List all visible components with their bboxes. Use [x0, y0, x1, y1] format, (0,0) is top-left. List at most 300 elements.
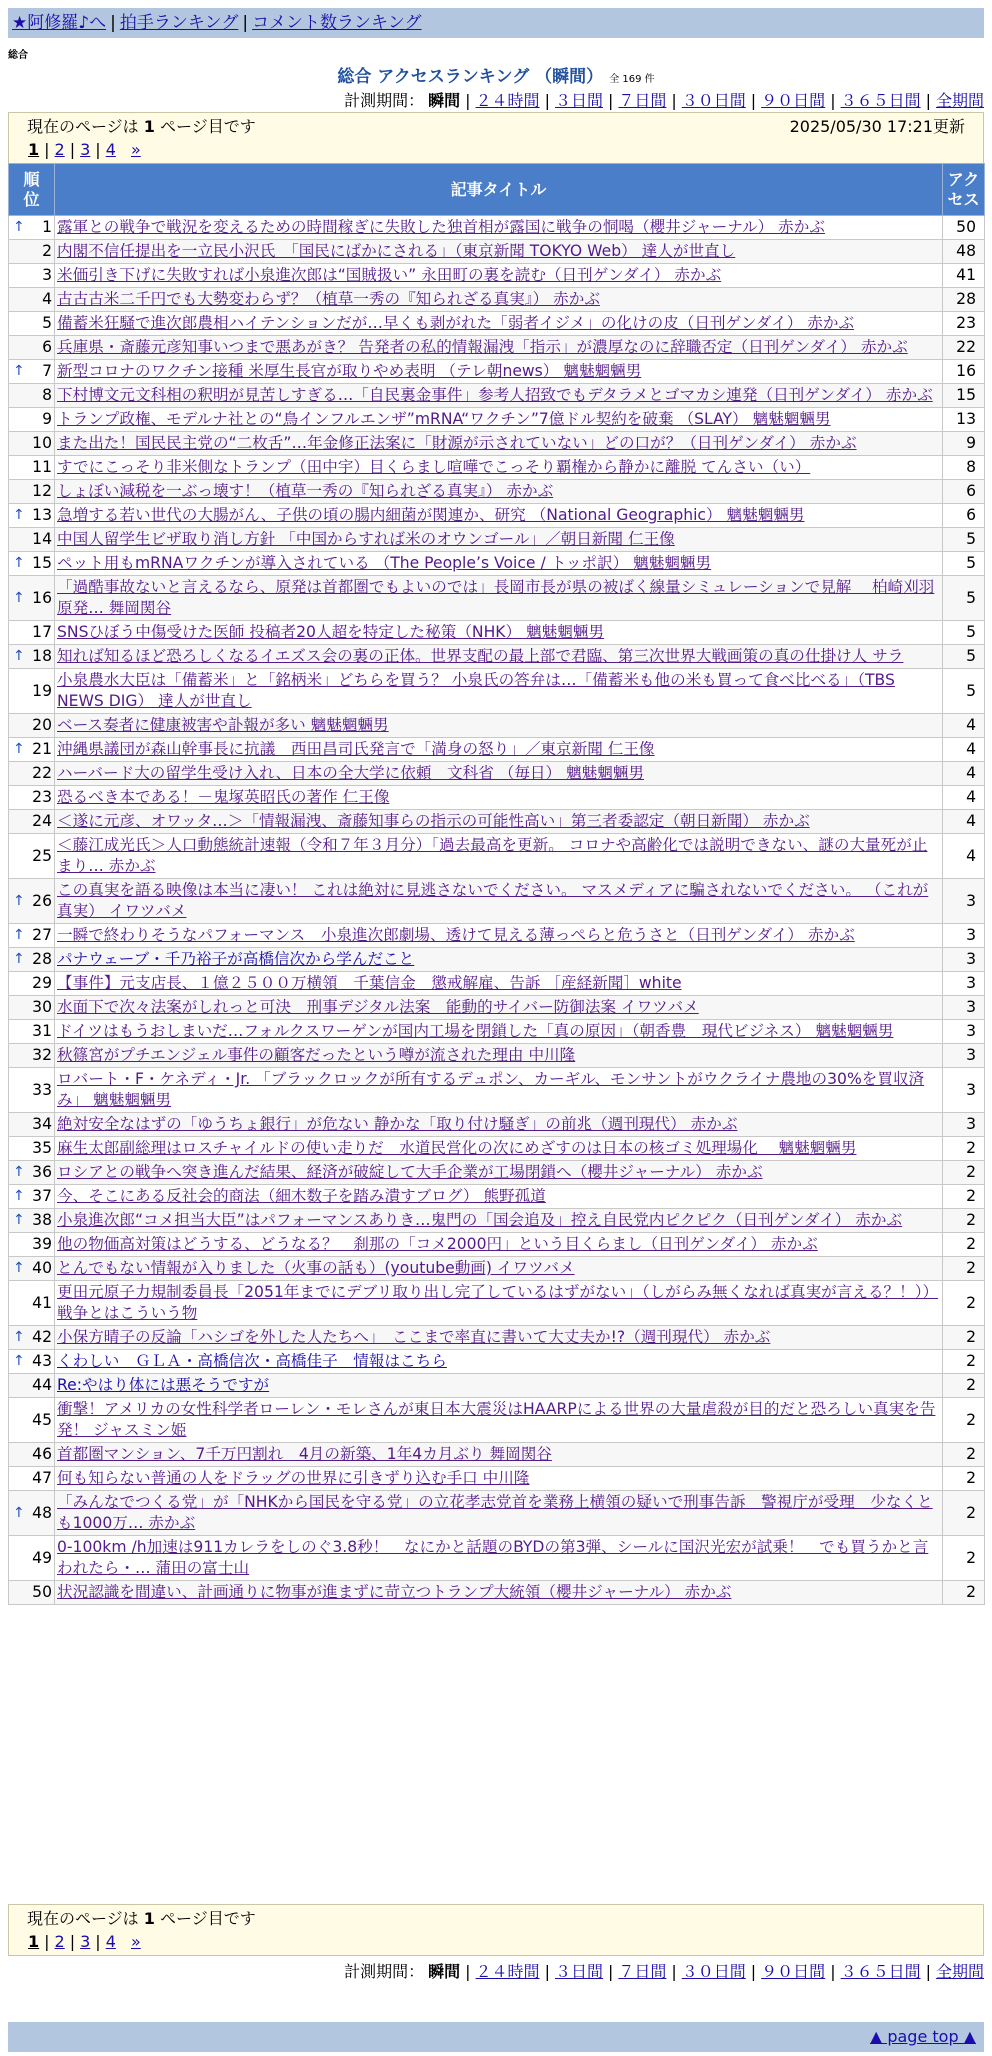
rank-cell: [9, 1491, 55, 1536]
article-link[interactable]: 今、そこにある反社会的商法（細木数子を踏み潰すブログ） 熊野孤道: [57, 1187, 546, 1205]
rank-cell: [9, 810, 55, 834]
period-option-4[interactable]: ９０日間: [761, 1962, 826, 1981]
period-separator: |: [607, 1962, 614, 1981]
page-separator: |: [44, 140, 50, 159]
access-count: 2: [943, 1209, 985, 1233]
access-count: 5: [943, 552, 985, 576]
period-option-6[interactable]: 全期間: [935, 91, 984, 110]
rank-cell: [9, 360, 55, 384]
clap-ranking-link[interactable]: 拍手ランキング: [119, 13, 239, 33]
period-separator: |: [750, 91, 757, 110]
article-link[interactable]: 備蓄米狂騒で進次郎農相ハイテンションだが…早くも剥がれた「弱者イジメ」の化けの皮（日刊ゲンダイ） 赤かぶ: [57, 314, 855, 332]
access-count: 5: [943, 669, 985, 714]
table-row: [9, 972, 985, 996]
title-cell: [55, 1161, 943, 1185]
rank-cell: [9, 456, 55, 480]
period-separator: |: [925, 91, 931, 110]
rank-up-arrow-icon: ↑: [13, 1164, 25, 1180]
rank-number: 29: [32, 974, 52, 992]
rank-cell: [9, 1209, 55, 1233]
access-count: 13: [943, 408, 985, 432]
article-link[interactable]: 水面下で次々法案がしれっと可決 刑事デジタル法案 能動的サイバー防御法案 イワツバメ: [57, 998, 699, 1016]
table-row: [9, 1536, 985, 1581]
rank-up-arrow-icon: ↑: [13, 951, 25, 967]
article-link[interactable]: 知れば知るほど恐ろしくなるイエズス会の裏の正体。世界支配の最上部で君臨、第三次世界大戦画策の真の仕掛け人 サラ: [57, 647, 904, 665]
table-row: [9, 456, 985, 480]
rank-cell: [9, 738, 55, 762]
page-title: [0, 62, 992, 87]
rank-number: 17: [32, 623, 52, 641]
article-link[interactable]: ベース奏者に健康被害や訃報が多い 魑魅魍魎男: [57, 716, 389, 734]
table-row: [9, 1233, 985, 1257]
access-count: 6: [943, 504, 985, 528]
rank-number: 1: [42, 218, 52, 236]
table-row: [9, 384, 985, 408]
table-row: [9, 1281, 985, 1326]
rank-cell: [9, 504, 55, 528]
table-row: [9, 1185, 985, 1209]
title-cell: [55, 924, 943, 948]
table-row: [9, 834, 985, 879]
rank-cell: [9, 528, 55, 552]
table-row: [9, 1443, 985, 1467]
access-count: 5: [943, 645, 985, 669]
page-separator: |: [95, 140, 101, 159]
rank-number: 38: [32, 1211, 52, 1229]
rank-cell: [9, 879, 55, 924]
access-count: 4: [943, 810, 985, 834]
page-link-3[interactable]: 3: [80, 140, 91, 159]
title-cell: [55, 504, 943, 528]
article-link[interactable]: 麻生太郎副総理はロスチャイルドの使い走りだ 水道民営化の次にめざすのは日本の核ゴミ処理場化 魑魅魍魎男: [57, 1139, 857, 1157]
article-link[interactable]: すでにこっそり非米側なトランプ（田中宇）目くらまし喧嘩でこっそり覇権から静かに離脱 てんさい（い）: [57, 458, 811, 476]
article-link[interactable]: 露軍との戦争で戦況を変えるための時間稼ぎに失敗した独首相が露国に戦争の恫喝（櫻井ジャーナル） 赤かぶ: [57, 218, 825, 236]
title-cell: [55, 996, 943, 1020]
page-separator-space: [121, 1932, 126, 1951]
access-count: 5: [943, 528, 985, 552]
access-count: 8: [943, 456, 985, 480]
article-link[interactable]: 絶対安全なはずの「ゆうちょ銀行」が危ない 静かな「取り付け騒ぎ」の前兆（週刊現代） 赤かぶ: [57, 1115, 738, 1133]
access-count: 2: [943, 1137, 985, 1161]
page-link-1[interactable]: 1: [28, 1932, 40, 1951]
period-option-2[interactable]: ７日間: [618, 1962, 667, 1981]
article-link[interactable]: 新型コロナのワクチン接種 米厚生長官が取りやめ表明 （テレ朝news） 魑魅魍魎男: [57, 362, 642, 380]
access-count: 2: [943, 1491, 985, 1536]
rank-number: 39: [32, 1235, 52, 1253]
table-row: [9, 1581, 985, 1605]
rank-number: 42: [32, 1328, 52, 1346]
page-separator: |: [44, 1932, 50, 1951]
table-row: [9, 1467, 985, 1491]
rank-cell: [9, 1281, 55, 1326]
page-links: [27, 1930, 965, 1953]
article-link[interactable]: しょぼい減税を一ぶっ壊す！（植草一秀の『知られざる真実』） 赤かぶ: [57, 482, 554, 500]
table-row: [9, 1113, 985, 1137]
rank-number: 11: [32, 458, 52, 476]
rank-cell: [9, 264, 55, 288]
rank-cell: [9, 288, 55, 312]
rank-up-arrow-icon: ↑: [13, 1504, 25, 1521]
table-row: [9, 1209, 985, 1233]
rank-cell: [9, 432, 55, 456]
table-row: [9, 1137, 985, 1161]
rank-number: 32: [32, 1046, 52, 1064]
rank-cell: [9, 1257, 55, 1281]
period-label: 計測期間：: [344, 1962, 425, 1981]
page-title-text: 総合 アクセスランキング （瞬間）: [337, 67, 604, 87]
table-row: [9, 408, 985, 432]
rank-number: 10: [32, 434, 52, 452]
rank-cell: [9, 714, 55, 738]
rank-number: 34: [32, 1115, 52, 1133]
period-separator: |: [671, 1962, 677, 1981]
rank-number: 31: [32, 1022, 52, 1040]
article-link[interactable]: また出た！国民民主党の“二枚舌”…年金修正法案に「財源が示されていない」どの口が？（日刊ゲンダイ） 赤かぶ: [57, 434, 857, 452]
article-link[interactable]: 兵庫県・斎藤元彦知事いつまで悪あがき？ 告発者の私的情報漏洩「指示」が濃厚なのに辞職否定（日刊ゲンダイ） 赤かぶ: [57, 338, 908, 356]
rank-up-arrow-icon: ↑: [13, 219, 25, 235]
title-cell: [55, 810, 943, 834]
article-link[interactable]: トランプ政権、モデルナ社との“鳥インフルエンザ”mRNA“ワクチン”7億ドル契約を破棄 （SLAY） 魑魅魍魎男: [57, 410, 831, 428]
title-cell: [55, 1185, 943, 1209]
rank-number: 15: [32, 554, 52, 572]
access-count: 3: [943, 1113, 985, 1137]
rank-number: 36: [32, 1163, 52, 1181]
next-page-link[interactable]: »: [130, 140, 141, 159]
rank-number: 30: [32, 998, 52, 1016]
article-link[interactable]: 急増する若い世代の大腸がん、子供の頃の腸内細菌が関連か、研究 （National Geographic） 魑魅魍魎男: [57, 506, 805, 524]
current-page-text: 現在のページは: [27, 117, 139, 136]
period-separator: |: [671, 91, 677, 110]
rank-cell: [9, 1443, 55, 1467]
rank-number: 3: [42, 266, 52, 284]
rank-cell: [9, 1137, 55, 1161]
rank-cell: [9, 1581, 55, 1605]
rank-number: 16: [32, 588, 52, 607]
access-count: 3: [943, 1044, 985, 1068]
article-link[interactable]: 恐るべき本である！－鬼塚英昭氏の著作 仁王像: [57, 788, 390, 806]
title-cell: [55, 645, 943, 669]
article-link[interactable]: 小保方晴子の反論「ハシゴを外した人たちへ」 ここまで率直に書いて大丈夫か!?（週刊現代） 赤かぶ: [57, 1328, 771, 1346]
rank-cell: [9, 1467, 55, 1491]
rank-up-arrow-icon: ↑: [13, 555, 25, 571]
table-row: [9, 645, 985, 669]
rank-number: 20: [32, 716, 52, 734]
period-option-1[interactable]: ３日間: [554, 91, 603, 110]
title-cell: [55, 1068, 943, 1113]
rank-cell: [9, 669, 55, 714]
title-cell: [55, 216, 943, 240]
rank-cell: [9, 972, 55, 996]
rank-number: 7: [42, 362, 52, 380]
rank-number: 46: [32, 1445, 52, 1463]
article-link[interactable]: 衝撃！アメリカの女性科学者ローレン・モレさんが東日本大震災はHAARPによる世界の大量虐殺が目的だと恐ろしい真実を告発！ ジャスミン姫: [57, 1400, 936, 1439]
page-link-4[interactable]: 4: [105, 1932, 116, 1951]
rank-number: 44: [32, 1376, 52, 1394]
page-top-link[interactable]: ▲ page top ▲: [869, 2027, 976, 2046]
period-separator: |: [465, 91, 471, 110]
page-link-3[interactable]: 3: [80, 1932, 91, 1951]
access-count: 2: [943, 1185, 985, 1209]
pager-top: [8, 112, 984, 164]
rank-number: 9: [42, 410, 52, 428]
article-link[interactable]: 小泉進次郎“コメ担当大臣”はパフォーマンスありき…鬼門の「国会追及」控え自民党内ピクピク（日刊ゲンダイ） 赤かぶ: [57, 1211, 903, 1229]
access-count: 3: [943, 996, 985, 1020]
rank-cell: [9, 1326, 55, 1350]
table-header-row: [9, 164, 985, 216]
access-count: 50: [943, 216, 985, 240]
rank-cell: [9, 1233, 55, 1257]
title-cell: [55, 288, 943, 312]
rank-cell: [9, 552, 55, 576]
access-count: 23: [943, 312, 985, 336]
rank-cell: [9, 834, 55, 879]
article-link[interactable]: 一瞬で終わりそうなパフォーマンス 小泉進次郎劇場、透けて見える薄っぺらと危うさと（日刊ゲンダイ） 赤かぶ: [57, 926, 855, 944]
access-count: 4: [943, 762, 985, 786]
period-current: 瞬間: [428, 91, 461, 110]
rank-number: 18: [32, 647, 52, 665]
rank-number: 33: [32, 1080, 52, 1099]
rank-number: 28: [32, 950, 52, 968]
period-current: 瞬間: [428, 1962, 461, 1981]
page-link-2[interactable]: 2: [54, 1932, 65, 1951]
access-count: 2: [943, 1233, 985, 1257]
rank-number: 25: [32, 846, 52, 865]
article-link[interactable]: ハーバード大の留学生受け入れ、日本の全大学に依頼 文科省 （毎日） 魑魅魍魎男: [57, 764, 645, 782]
article-link[interactable]: 古古古米二千円でも大勢変わらず？（植草一秀の『知られざる真実』） 赤かぶ: [57, 290, 600, 308]
rank-number: 2: [42, 242, 52, 260]
period-option-2[interactable]: ７日間: [618, 91, 667, 110]
table-row: [9, 621, 985, 645]
page-link-2[interactable]: 2: [54, 140, 65, 159]
period-selector-top: [344, 88, 984, 111]
article-link[interactable]: 【事件】元支店長、１億２５００万横領 千葉信金 懲戒解雇、告訴 ［産経新聞］white: [57, 974, 682, 992]
title-cell: [55, 1443, 943, 1467]
comment-ranking-link[interactable]: コメント数ランキング: [252, 13, 422, 33]
rank-cell: [9, 645, 55, 669]
rank-number: 40: [32, 1259, 52, 1277]
article-link[interactable]: 内閣不信任提出を一立民小沢氏 「国民にばかにされる」（東京新聞 TOKYO Web） 達人が世直し: [57, 242, 736, 260]
rank-cell: [9, 1161, 55, 1185]
article-link[interactable]: 「過酷事故ないと言えるなら、原発は首都圏でもよいのでは」長岡市長が県の被ばく線量シミュレーションで見解 柏崎刈羽原発… 舞岡関谷: [57, 578, 935, 617]
rank-cell: [9, 216, 55, 240]
rank-up-arrow-icon: ↑: [13, 1188, 25, 1204]
period-option-1[interactable]: ３日間: [554, 1962, 603, 1981]
rank-up-arrow-icon: ↑: [13, 1260, 25, 1276]
title-cell: [55, 1398, 943, 1443]
rank-cell: [9, 384, 55, 408]
rank-cell: [9, 1068, 55, 1113]
title-cell: [55, 336, 943, 360]
table-row: [9, 738, 985, 762]
header-rank: 順 位: [9, 164, 55, 216]
title-cell: [55, 1326, 943, 1350]
title-cell: [55, 1044, 943, 1068]
title-cell: [55, 240, 943, 264]
page-links: [27, 138, 965, 161]
article-link[interactable]: SNSひぼう中傷受けた医師 投稿者20人超を特定した秘策（NHK） 魑魅魍魎男: [57, 623, 605, 641]
table-row: [9, 528, 985, 552]
rank-cell: [9, 1350, 55, 1374]
rank-number: 35: [32, 1139, 52, 1157]
article-link[interactable]: とんでもない情報が入りました（火事の話も）(youtube動画) イワツバメ: [57, 1259, 575, 1277]
period-option-6[interactable]: 全期間: [935, 1962, 984, 1981]
table-row: [9, 1044, 985, 1068]
rank-cell: [9, 621, 55, 645]
article-link[interactable]: 「みんなでつくる党」が「NHKから国民を守る党」の立花孝志党首を業務上横領の疑いで刑事告訴 警視庁が受理 少なくとも1000万… 赤かぶ: [57, 1493, 933, 1532]
access-count: 3: [943, 879, 985, 924]
article-link[interactable]: 沖縄県議団が森山幹事長に抗議 西田昌司氏発言で「満身の怒り」／東京新聞 仁王像: [57, 740, 655, 758]
access-count: 2: [943, 1581, 985, 1605]
period-separator: |: [750, 1962, 757, 1981]
bottom-bar: [8, 2022, 984, 2052]
title-cell: [55, 948, 943, 972]
table-row: [9, 552, 985, 576]
period-option-5[interactable]: ３６５日間: [840, 91, 921, 110]
next-page-link[interactable]: »: [130, 1932, 141, 1951]
rank-number: 6: [42, 338, 52, 356]
title-cell: [55, 738, 943, 762]
current-page-number: 1: [143, 117, 155, 136]
access-count: 2: [943, 1443, 985, 1467]
rank-cell: [9, 924, 55, 948]
table-row: [9, 360, 985, 384]
header-title: 記事タイトル: [55, 164, 943, 216]
article-link[interactable]: 中国人留学生ビザ取り消し方針 「中国からすれば米のオウンゴール」／朝日新聞 仁王像: [57, 530, 675, 548]
rank-up-arrow-icon: ↑: [13, 363, 25, 379]
article-link[interactable]: ＜遂に元彦、オワッタ…＞「情報漏洩、斎藤知事らの指示の可能性高い」第三者委認定（朝日新聞） 赤かぶ: [57, 812, 810, 830]
table-row: [9, 924, 985, 948]
article-link[interactable]: ロバート・F・ケネディ・Jr. 「ブラックロックが所有するデュポン、カーギル、モンサントがウクライナ農地の30%を買収済み」 魑魅魍魎男: [57, 1070, 925, 1109]
home-link[interactable]: ★阿修羅♪へ: [12, 13, 107, 33]
table-row: [9, 1350, 985, 1374]
period-separator: |: [830, 1962, 836, 1981]
article-link[interactable]: くわしい ＧＬＡ・高橋信次・高橋佳子 情報はこちら: [57, 1352, 447, 1370]
article-link[interactable]: 下村博文元文科相の釈明が見苦しすぎる…「自民裏金事件」参考人招致でもデタラメとゴマカシ連発（日刊ゲンダイ） 赤かぶ: [57, 386, 933, 404]
rank-cell: [9, 240, 55, 264]
access-count: 5: [943, 621, 985, 645]
ranking-table: [8, 163, 985, 1605]
article-link[interactable]: 秋篠宮がプチエンジェル事件の顧客だったという噂が流された理由 中川隆: [57, 1046, 576, 1064]
rank-number: 5: [42, 314, 52, 332]
access-count: 3: [943, 948, 985, 972]
current-page-suffix: ページ目です: [160, 117, 256, 136]
access-count: 28: [943, 288, 985, 312]
table-row: [9, 1491, 985, 1536]
access-count: 2: [943, 1398, 985, 1443]
article-link[interactable]: Re:やはり体には悪そうですが: [57, 1376, 270, 1394]
rank-number: 22: [32, 764, 52, 782]
access-count: 4: [943, 786, 985, 810]
access-count: 2: [943, 1374, 985, 1398]
rank-number: 8: [42, 386, 52, 404]
rank-number: 48: [32, 1503, 52, 1522]
rank-cell: [9, 762, 55, 786]
access-count: 16: [943, 360, 985, 384]
access-count: 3: [943, 972, 985, 996]
article-link[interactable]: この真実を語る映像は本当に凄い！ これは絶対に見逃さないでください。 マスメディアに騙されないでください。 （これが真実） イワツバメ: [57, 881, 929, 920]
rank-up-arrow-icon: ↑: [13, 648, 25, 664]
article-link[interactable]: 首都圏マンション、7千万円割れ 4月の新築、1年4カ月ぶり 舞岡関谷: [57, 1445, 552, 1463]
table-row: [9, 996, 985, 1020]
rank-up-arrow-icon: ↑: [13, 892, 25, 909]
page-link-4[interactable]: 4: [105, 140, 116, 159]
table-row: [9, 288, 985, 312]
current-page-suffix: ページ目です: [160, 1909, 256, 1928]
table-row: [9, 762, 985, 786]
title-cell: [55, 786, 943, 810]
period-separator: |: [925, 1962, 931, 1981]
period-label: 計測期間：: [344, 91, 425, 110]
table-row: [9, 480, 985, 504]
access-count: 5: [943, 576, 985, 621]
title-cell: [55, 972, 943, 996]
table-row: [9, 786, 985, 810]
title-cell: [55, 1581, 943, 1605]
rank-cell: [9, 1398, 55, 1443]
access-count: 2: [943, 1161, 985, 1185]
article-link[interactable]: 他の物価高対策はどうする、どうなる？ 刹那の「コメ2000円」という目くらまし（日刊ゲンダイ） 赤かぶ: [57, 1235, 818, 1253]
table-row: [9, 312, 985, 336]
article-link[interactable]: 米価引き下げに失敗すれば小泉進次郎は“国賊扱い” 永田町の裏を読む（日刊ゲンダイ） 赤かぶ: [57, 266, 722, 284]
rank-cell: [9, 996, 55, 1020]
table-row: [9, 879, 985, 924]
nav-separator: |: [242, 13, 249, 33]
top-nav: [8, 8, 984, 38]
access-count: 48: [943, 240, 985, 264]
rank-number: 13: [32, 506, 52, 524]
period-option-3[interactable]: ３０日間: [681, 91, 746, 110]
article-link[interactable]: パナウェーブ・千乃裕子が高橋信次から学んだこと: [57, 950, 415, 968]
rank-cell: [9, 1374, 55, 1398]
rank-up-arrow-icon: ↑: [13, 741, 25, 757]
title-cell: [55, 408, 943, 432]
title-cell: [55, 576, 943, 621]
table-row: [9, 1020, 985, 1044]
article-link[interactable]: 何も知らない普通の人をドラッグの世界に引きずり込む手口 中川隆: [57, 1469, 530, 1487]
page-separator: |: [95, 1932, 101, 1951]
article-link[interactable]: ＜藤江成光氏＞人口動態統計速報（令和７年３月分）「過去最高を更新。 コロナや高齢化では説明できない、謎の大量死が止まり… 赤かぶ: [57, 836, 928, 875]
access-count: 2: [943, 1257, 985, 1281]
current-page-number: 1: [143, 1909, 155, 1928]
rank-cell: [9, 576, 55, 621]
article-link[interactable]: ドイツはもうおしまいだ…フォルクスワーゲンが国内工場を閉鎖した「真の原因」（朝香豊 現代ビジネス） 魑魅魍魎男: [57, 1022, 894, 1040]
table-row: [9, 669, 985, 714]
period-separator: |: [465, 1962, 471, 1981]
page-link-1[interactable]: 1: [28, 140, 40, 159]
access-count: 4: [943, 738, 985, 762]
article-link[interactable]: 状況認識を間違い、計画通りに物事が進まずに苛立つトランプ大統領（櫻井ジャーナル） 赤かぶ: [57, 1583, 732, 1601]
access-count: 41: [943, 264, 985, 288]
rank-number: 24: [32, 812, 52, 830]
article-link[interactable]: 小泉農水大臣は「備蓄米」と「銘柄米」どちらを買う？ 小泉氏の答弁は…「備蓄米も他の米も買って食べ比べる」（TBS NEWS DIG） 達人が世直し: [57, 671, 895, 710]
article-link[interactable]: 0-100km /h加速は911カレラをしのぐ3.8秒！ なにかと話題のBYDの第3弾、シールに国沢光宏が試乗！ でも買うかと言われたら・… 蒲田の富士山: [57, 1538, 929, 1577]
current-page-text: 現在のページは: [27, 1909, 139, 1928]
period-option-4[interactable]: ９０日間: [761, 91, 826, 110]
period-option-5[interactable]: ３６５日間: [840, 1962, 921, 1981]
article-link[interactable]: ロシアとの戦争へ突き進んだ結果、経済が破綻して大手企業が工場閉鎖へ（櫻井ジャーナル） 赤かぶ: [57, 1163, 763, 1181]
table-row: [9, 504, 985, 528]
table-row: [9, 810, 985, 834]
rank-cell: [9, 786, 55, 810]
period-option-0[interactable]: ２４時間: [475, 91, 540, 110]
rank-number: 27: [32, 926, 52, 944]
period-option-0[interactable]: ２４時間: [475, 1962, 540, 1981]
article-link[interactable]: ペット用もmRNAワクチンが導入されている （The People’s Voice / トッポ訳） 魑魅魍魎男: [57, 554, 712, 572]
title-cell: [55, 360, 943, 384]
period-option-3[interactable]: ３０日間: [681, 1962, 746, 1981]
period-separator: |: [607, 91, 614, 110]
article-link[interactable]: 更田元原子力規制委員長「2051年までにデブリ取り出し完了しているはずがない」（しがらみ無くなれば真実が言える？！）） 戦争とはこういう物: [57, 1283, 939, 1322]
